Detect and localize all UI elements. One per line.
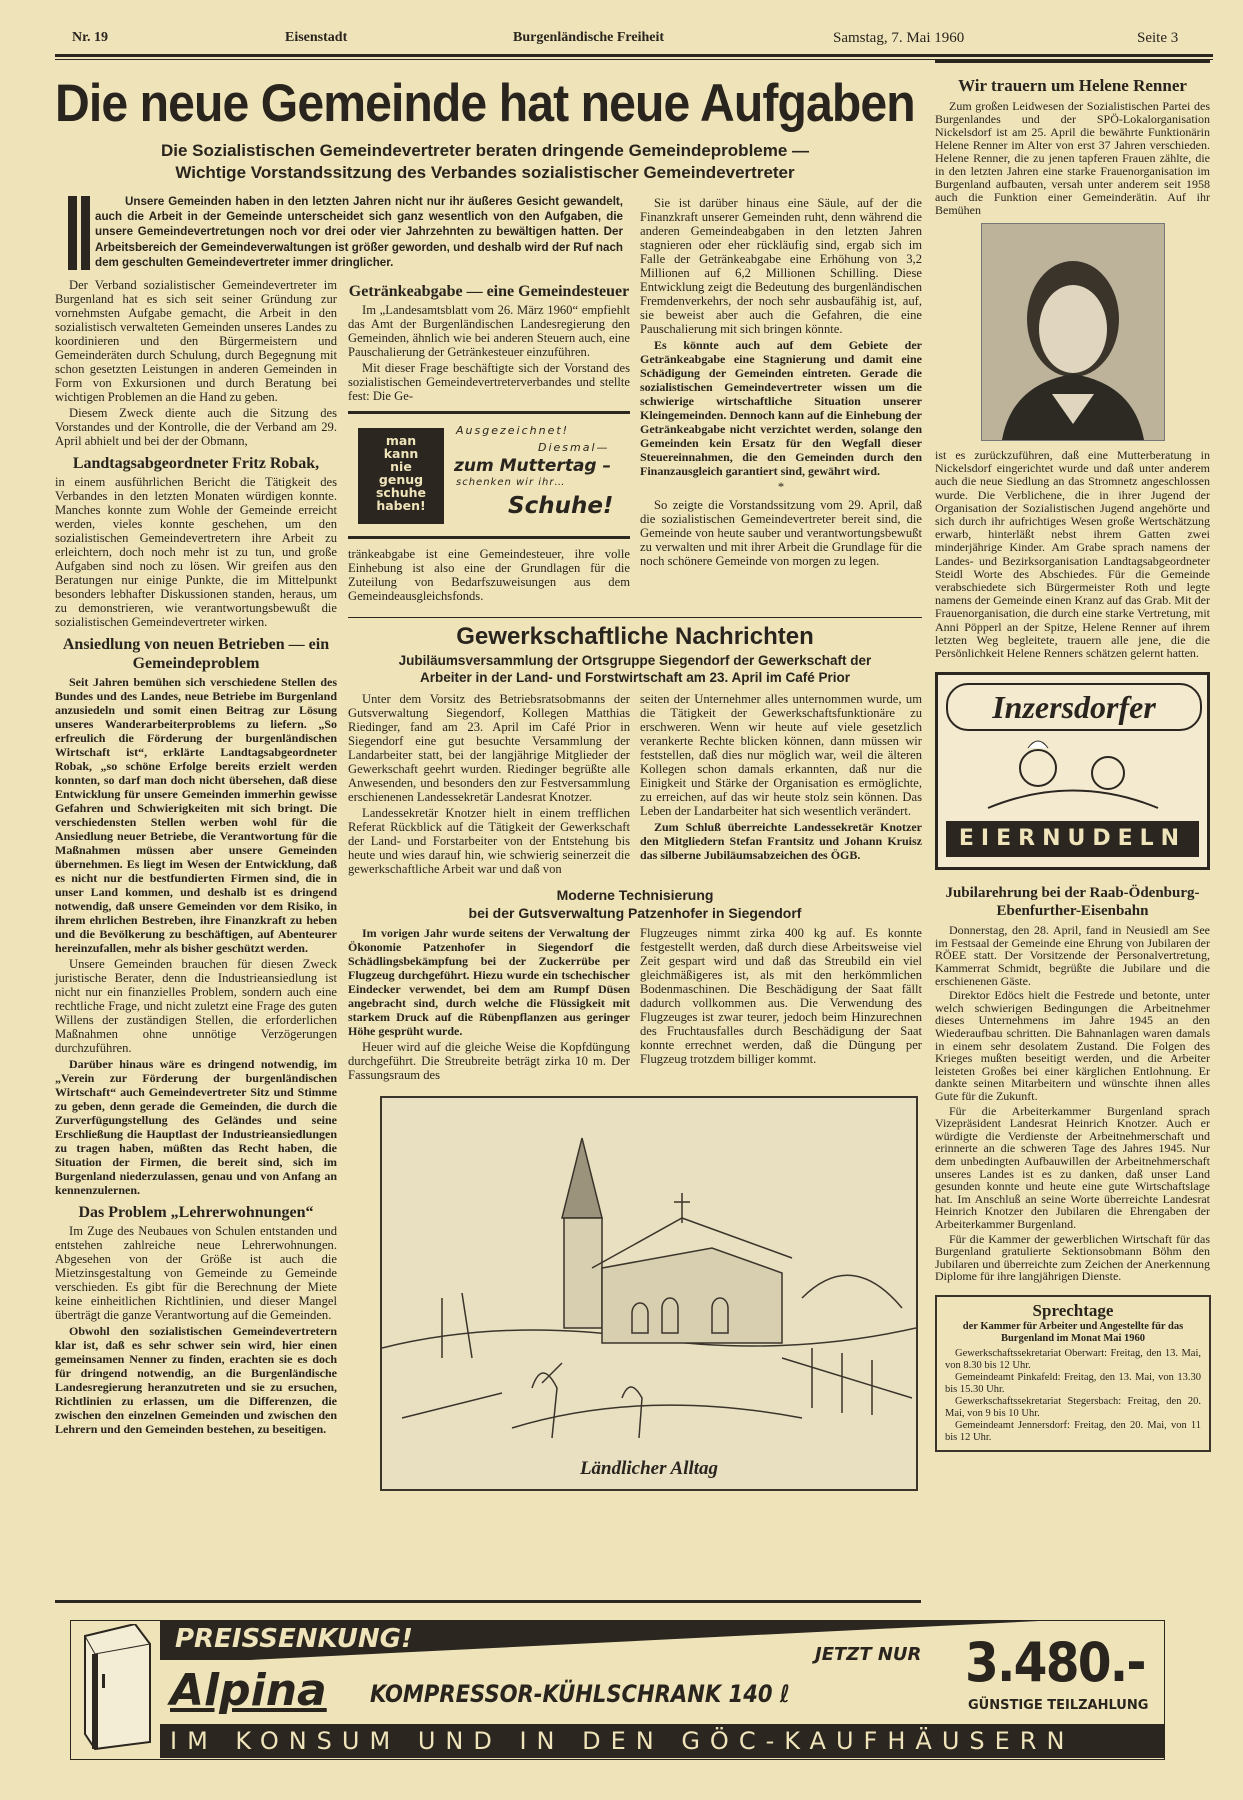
shoe-ad-line: kann — [383, 446, 419, 461]
tech-column-a — [348, 926, 630, 1084]
lead-column-2 — [348, 282, 630, 403]
sprechtage-box — [935, 1295, 1211, 1452]
tech-title-1: Moderne Technisierung — [556, 887, 714, 903]
headline: Die neue Gemeinde hat neue Aufgaben — [55, 74, 915, 133]
paragraph: seiten der Unternehmer alles unternommen wurde, um die Tätigkeit der Gewerkschaftsfunktionäre zu erschweren. Wenn wir heute auf viele gesetzlich verankerte Rechte blicken können, dann müssen wir feststellen, daß dies nur möglich war, weil die älteren Kollegen schon damals erkannten, daß nur die Einigkeit und Stärke der Organisation es ermöglichte, zu erreichen, auf das wir heute stolz sein können. Das Leben der Landarbeiter hat sich wesentlich verändert. — [640, 692, 922, 818]
tech-column-b — [640, 926, 922, 1068]
shoe-ad-text-1: Ausgezeichnet! — [456, 424, 570, 437]
church-drawing — [382, 1098, 916, 1489]
union-news-subtitle-1: Jubiläumsversammlung der Ortsgruppe Siegendorf der Gewerkschaft der — [398, 653, 872, 668]
lead-columns-2-3 — [348, 196, 922, 605]
paragraph: Seit Jahren bemühen sich verschiedene Stellen des Bundes und des Landes, neue Betriebe im Burgenland anzusiedeln und somit einen Beitrag zur Lösung unseres Wanderarbeiterproblems zu liefern. „So erfreulich die Förderung der burgenländischen Wirtschaft ist“, erklärte Landtagsabgeordneter Robak, „so schöne Erfolge bereits erzielt werden konnten, so darf man doch nicht übersehen, daß diese Entwicklung für unsere Gemeinden immerhin gewisse Gefahren und Schwierigkeiten mit sich bringt. Die verschiedensten Stellen werben wohl für die Ansiedlung neuer Betriebe, die Verantwortung für die Maßnahmen müssen aber unsere Gemeinden übernehmen. Es liegt im Wesen der Entwicklung, daß es nicht nur die bestfundierten Firmen sind, die in unser Land kommen, und deshalb ist es dringend notwendig, daß unsere Gemeinden vor dem Risiko, in ihrem ehrlichen Bestreben, ihre Finanzkraft zu heben und die Bevölkerung zu beschäftigen, auf Abenteurer hereinzufallen, mehr als bisher geschützt werden. — [55, 675, 337, 955]
right-column — [935, 60, 1210, 1452]
obituary-title: Wir trauern um Helene Renner — [958, 76, 1187, 95]
paragraph: Sie ist darüber hinaus eine Säule, auf der die Finanzkraft unserer Gemeinden ruht, denn während die anderen Gemeindeabgaben in den letzten Jahren stagnieren oder eher rückläufig sind, ergab sich im Falle der Getränkeabgabe eine Erhöhung von 3,2 Millionen auf 6,2 Millionen Schilling. Diese Entwicklung zeigt die Bedeutung des burgenländischen Fremdenverkehrs, der noch sehr ausbaufähig ist, auf, sie beweist aber auch die Gefahren, die eine Pauschalierung mit sich bringen könnte. — [640, 196, 922, 336]
railway-article — [935, 924, 1210, 1285]
paragraph: Für die Kammer der gewerblichen Wirtschaft für das Burgenland gratulierte Sektionsobmann Böhm den Jubilaren und überreichte zum Zeichen der Anerkennung Diplome für ihre langjährigen Dienste. — [935, 1231, 1210, 1284]
union-news-title: Gewerkschaftliche Nachrichten — [456, 623, 814, 650]
issue-number: Nr. 19 — [72, 30, 109, 45]
paragraph: Mit dieser Frage beschäftigte sich der Vorstand des sozialistischen Gemeindevertreterverbandes und stellte fest: Die Ge- — [348, 361, 630, 403]
inzersdorfer-product: EIERNUDELN — [946, 821, 1199, 857]
paragraph: Darüber hinaus wäre es dringend notwendig, im „Verein zur Förderung der burgenländischen Wirtschaft“ auch Gemeindevertreter Sitz und Stimme zu geben, denn gerade die Gemeinden, die durch die Zurverfügungstellung des Geländes und seine Erschließung die Hauptlast der Industrieansiedlungen zu tragen haben, müßten das Recht haben, die Situation der Firmen, die bereit sind, sich im Burgenland niederzulassen, genau und von Anfang an kennenzulernen. — [55, 1057, 337, 1197]
fridge-icon — [80, 1624, 155, 1754]
shoe-ad-text-4: schenken wir ihr… — [456, 477, 566, 488]
paragraph: Für die Arbeiterkammer Burgenland sprach Vizepräsident Landesrat Heinrich Knotzer. Auch er würdigte die Verdienste der Arbeitnehmerschaft und erinnerte an die schweren Tage des Jahres 1945. Nur dem unbedingten Aufbauwillen der Arbeitnehmerschaft unseres Landes ist es zu danken, daß unser Land gesunden konnte und heute eine gute Wirtschaftslage hat. Im Anschluß an seine Worte überreichte Landesrat Heinrich Knotzer den Jubilaren die Ehrengaben der Arbeiterkammer Burgenland. — [935, 1103, 1210, 1231]
union-columns — [348, 692, 922, 878]
middle-columns — [348, 196, 922, 1491]
tech-title-2: bei der Gutsverwaltung Patzenhofer in Siegendorf — [468, 905, 802, 921]
paragraph: ist es zurückzuführen, daß eine Mutterberatung in Nickelsdorf eingerichtet wurde und daß unter anderem auch die neue Siedlung an das Stromnetz angeschlossen wurde. Die Verblichene, die in ihrer Jugend der Organisation der Sozialistischen Jugend angehörte und sich durch ihr aufrichtiges Wesen große Wertschätzung erwarb, hinterläßt nebst ihrem Gatten zwei minderjährige Kinder. Am Grabe sprach namens der Landes- und Bezirksorganisation Landtagsabgeordneter Steidl Worte des Abschiedes. Für die Gemeinde verabschiedete sich Bürgermeister Roth und legte namens der Gemeinde einen Kranz auf das Grab. Mit der Frauenorganisation, die durch eine starke Vertretung, mit Anni Pöpperl an der Spitze, Helene Renner auf ihrem letzten Weg begleitete, trauern alle jene, die die Persönlichkeit Helene Renners schätzen gelernt hatten. — [935, 448, 1210, 661]
inzersdorfer-advertisement[interactable] — [935, 672, 1210, 870]
paragraph: Heuer wird auf die gleiche Weise die Kopfdüngung durchgeführt. Die Streubreite beträgt zirka 10 m. Der Fassungsraum des — [348, 1040, 630, 1082]
tech-columns — [348, 926, 922, 1084]
lead-intro: Unsere Gemeinden haben in den letzten Jahren nicht nur ihr äußeres Gesicht gewandelt, auch die Arbeit in der Gemeinde unterscheidet sich ganz wesentlich von den Aufgaben, die unsere Gemeindevertretungen noch vor drei oder vier Jahrzehnten zu bewältigen hatten. Der Arbeitsbereich der Gemeindeverwaltungen ist größer geworden, und deshalb wird der Ruf nach dem geschulten Gemeindevertreter immer dringlicher. — [95, 195, 623, 269]
masthead-rule — [55, 54, 1213, 57]
paragraph: tränkeabgabe ist eine Gemeindesteuer, ihre volle Einhebung ist also eine der Grundlagen für die Zuteilung von Bedarfszuweisungen aus dem Gemeindeausgleichsfonds. — [348, 547, 630, 603]
sprechtage-entry: Gewerkschaftssekretariat Stegersbach: Freitag, den 20. Mai, von 9 bis 10 Uhr. — [945, 1395, 1201, 1419]
shoe-ad-line: genug — [378, 472, 424, 487]
shoe-ad-box — [358, 428, 444, 524]
chef-illustration — [968, 733, 1178, 813]
paragraph: Zum Schluß überreichte Landessekretär Knotzer den Mitgliedern Stefan Frantsitz und Johann Kruisz das silberne Jubiläumsabzeichen des ÖGB. — [640, 820, 922, 862]
paragraph: Diesem Zweck diente auch die Sitzung des Vorstandes und der Kontrolle, die der Verband am 29. April abhielt und bei der der Obmann, — [55, 406, 337, 448]
section-rule — [348, 617, 922, 618]
ad-now: JETZT NUR — [815, 1644, 922, 1665]
sprechtage-title: Sprechtage — [1032, 1300, 1114, 1320]
subheading: Ansiedlung von neuen Betrieben — ein Gemeindeproblem — [62, 636, 330, 672]
ad-brand: Alpina — [170, 1665, 327, 1716]
sprechtage-subtitle: der Kammer für Arbeiter und Angestellte für das Burgenland im Monat Mai 1960 — [962, 1320, 1184, 1344]
paragraph: Landessekretär Knotzer hielt in einem trefflichen Referat Rückblick auf die Tätigkeit der Gewerkschaft der Land- und Forstarbeiter von der Entstehung bis heute und wies darauf hin, wie schwierig seinerzeit die gewerkschaftliche Arbeit war und daß von — [348, 806, 630, 876]
ad-banner: PREISSENKUNG! — [175, 1624, 413, 1654]
railway-title: Jubilarehrung bei der Raab-Ödenburg-Ebenfurther-Eisenbahn — [945, 885, 1200, 920]
subheadline-1-wrap — [55, 140, 915, 162]
union-news-subtitle-2: Arbeiter in der Land- und Forstwirtschaft am 23. April im Café Prior — [419, 670, 851, 685]
shoe-ad-line: nie — [390, 459, 412, 474]
paragraph: Im Zuge des Neubaues von Schulen entstanden und entstehen zahlreiche neue Lehrerwohnungen. Abgesehen von der Größe ist auch die Mietzinsgestaltung von Gemeinde zu Gemeinde verschieden. Es gibt für die Berechnung der Miete keine einheitlichen Richtlinien, und dieser Mangel überträgt die ganze Verantwortung auf die Gemeinden. — [55, 1224, 337, 1322]
paragraph: Donnerstag, den 28. April, fand in Neusiedl am See im Festsaal der Gemeinde eine Ehrung von Jubilaren der RÖEE statt. Der Vorsitzende der Personalvertretung, Kammerrat Schmidt, begrüßte die Jubilare und die erschienenen Gäste. — [935, 923, 1210, 988]
page-number: Seite 3 — [1137, 30, 1179, 46]
separator: * — [777, 480, 785, 494]
subheading: Getränkeabgabe — eine Gemeindesteuer — [348, 283, 630, 300]
paragraph: Zum großen Leidwesen der Sozialistischen Partei des Burgenlandes und der SPÖ-Lokalorganisation Nickelsdorf ist am 25. April die bewährte Funktionärin Helene Renner im Alter von erst 37 Jahren verschieden. Helene Renner, die zu jenen tapferen Frauen zählte, die in den letzten Jahren eine starke Frauenorganisation im Burgenland aufbauten, versah unter anderem seit 1958 auch die Funktion einer Gemeinderätin. Auf ihr Bemühen — [935, 99, 1210, 217]
subheadline-2-wrap — [55, 162, 915, 184]
paragraph: Im „Landesamtsblatt vom 26. März 1960“ empfiehlt das Amt der Burgenländischen Landesregierung den Gemeinden, ähnlich wie bei anderen Steuern auch, eine Pauschalierung der Getränkesteuer einzuführen. — [348, 303, 630, 359]
lead-column-2-stack — [348, 196, 630, 605]
bottom-rule — [55, 1600, 921, 1603]
union-column-a — [348, 692, 630, 878]
shoe-ad-line: schuhe — [375, 485, 427, 500]
lead-column-1 — [55, 278, 337, 1438]
sprechtage-entry: Gemeindeamt Pinkafeld: Freitag, den 13. Mai, von 13.30 bis 15.30 Uhr. — [945, 1371, 1201, 1395]
place: Eisenstadt — [285, 30, 348, 45]
paragraph: Es könnte auch auf dem Gebiete der Getränkeabgabe eine Stagnierung und damit eine Schädigung der Gemeinden eintreten. Gerade die sozialistischen Gemeindevertreter wissen um die schwierige wirtschaftliche Situation unserer Kleingemeinden. Dennoch kann auf die Einhebung der Getränkeabgabe nicht verzichtet werden, solange den Gemeinden kein Ersatz für den Wegfall dieser Steuereinnahmen, die den Gemeinden durch den Finanzausgleich garantiert sind, gewährt wird. — [640, 338, 922, 478]
lead-column-2-continued — [348, 547, 630, 603]
portrait-photo — [981, 223, 1165, 441]
paragraph: Obwohl den sozialistischen Gemeindevertretern klar ist, daß es sehr schwer sein wird, hier einen gemeinsamen Nenner zu finden, erachten sie es doch für dringend notwendig, an die Burgenländische Landesregierung heranzutreten und sie zu ersuchen, Richtlinien zu erlassen, um die Differenzen, die zwischen den einzelnen Gemeinden und zwischen den Lehrern und den Gemeinden bestehen, zu beseitigen. — [55, 1324, 337, 1436]
shoe-ad-text-2: Diesmal— — [538, 441, 610, 454]
alpina-fridge-advertisement[interactable] — [70, 1620, 1175, 1765]
ad-terms: GÜNSTIGE TEILZAHLUNG — [968, 1698, 1149, 1713]
ad-price: 3.480.- — [965, 1631, 1145, 1694]
shoe-ad-text-5: Schuhe! — [508, 493, 614, 519]
obituary-text-1 — [935, 100, 1210, 219]
paragraph: Unter dem Vorsitz des Betriebsratsobmanns der Gutsverwaltung Siegendorf, Kollegen Matthias Riedinger, fand am 23. April im Café Prior in Siegendorf eine gut besuchte Versammlung der Landarbeiter statt, bei der langjährige Mitglieder der Gewerkschaft geehrt wurden. Riedinger begrüßte alle Anwesenden, und besonders den zur Festversammlung erschienenen Landessekretär Landesrat Knotzer. — [348, 692, 630, 804]
shoe-ad-line: haben! — [376, 498, 426, 513]
inzersdorfer-brand: Inzersdorfer — [946, 683, 1202, 731]
paragraph: Direktor Edöcs hielt die Festrede und betonte, unter welch schwierigen Bedingungen die Arbeitnehmer dieses Unternehmens im Jahre 1945 an den Wiederaufbau schritten. Die Bahnanlagen waren damals in einem sehr desolatem Zustand. Die Folgen des Krieges mußten beseitigt werden, und die Arbeiter leisteten Großes bei einer kärglichen Entlohnung. Er dankte seinen Mitarbeitern und wünschte ihnen alles Gute für die Zukunft. — [935, 988, 1210, 1103]
shoe-advertisement[interactable] — [348, 411, 630, 539]
lead-column-3 — [640, 196, 922, 570]
obituary-text-2 — [935, 449, 1210, 662]
church-illustration — [380, 1096, 918, 1491]
obituary-rule — [935, 60, 1210, 63]
ad-product: KOMPRESSOR-KÜHLSCHRANK 140 ℓ — [370, 1680, 790, 1708]
subheadline-1: Die Sozialistischen Gemeindevertreter beraten dringende Gemeindeprobleme — — [160, 141, 810, 160]
portrait-silhouette — [982, 224, 1164, 440]
subheading: Landtagsabgeordneter Fritz Robak, — [72, 455, 320, 472]
union-column-b — [640, 692, 922, 864]
subheadline-2: Wichtige Vorstandssitzung des Verbandes sozialistischer Gemeindevertreter — [175, 163, 795, 182]
subheading: Das Problem „Lehrerwohnungen“ — [78, 1204, 314, 1221]
paragraph: Der Verband sozialistischer Gemeindevertreter im Burgenland hat es sich seit seiner Gründung zur vornehmsten Aufgabe gemacht, die Arbeit in den sozialistisch verwalteten Gemeinden unseres Landes zu koordinieren und den Bürgermeistern und Gemeinderäten durch Schulung, durch Begegnung mit schon gesetzten Leistungen in anderen Gemeinden in Form von Exkursionen und durch Beratung bei wichtigen Problemen an die Hand zu geben. — [55, 278, 337, 404]
sprechtage-entry: Gewerkschaftssekretariat Oberwart: Freitag, den 13. Mai, von 8.30 bis 12 Uhr. — [945, 1347, 1201, 1371]
intro-bar — [81, 196, 90, 270]
sprechtage-entry: Gemeindeamt Jennersdorf: Freitag, den 20. Mai, von 11 bis 12 Uhr. — [945, 1419, 1201, 1443]
intro-spacer — [348, 196, 630, 278]
intro-bar — [68, 196, 77, 270]
paragraph: Flugzeuges nimmt zirka 400 kg auf. Es konnte festgestellt werden, daß durch diese Arbeitsweise viel Zeit gespart wird und daß das Streubild ein viel gleichmäßigeres ist, als mit den herkömmlichen Bodenmaschinen. Die Beschädigung der Saat fällt dadurch vollkommen aus. Die Verwendung des Flugzeuges ist zwar teurer, jedoch beim Hinzurechnen des Fruchtausfalles durch Beschädigung der Saat konnte errechnet werden, daß die Düngung per Flugzeug trotzdem billiger kommt. — [640, 926, 922, 1066]
ad-where: IM KONSUM UND IN DEN GÖC-KAUFHÄUSERN — [160, 1724, 1165, 1758]
paragraph: in einem ausführlichen Bericht die Tätigkeit des Verbandes in den letzten Monaten würdigen konnte. Manches konnte zum Wohle der Gemeinde erreicht werden, vieles konnte geschehen, um den sozialistischen Gemeindevertretern ihre Arbeit zu erleichtern, doch noch mehr ist zu tun, und große Aufgaben sind noch zu lösen. Wir greifen aus den Beratungen nur einige Punkte, die im Mittelpunkt besonders lebhafter Diskussionen standen, heraus, um zu demonstrieren, wie verantwortungsbewußt die sozialistischen Gemeindevertreter wirken. — [55, 475, 337, 629]
paragraph: So zeigte die Vorstandssitzung vom 29. April, daß die sozialistischen Gemeindevertreter bereit sind, die Gemeinde von heute sauber und verantwortungsbewußt zu verwalten und mit ihrer Arbeit die Grundlage für die noch schönere Gemeinde von morgen zu legen. — [640, 498, 922, 568]
paragraph: Im vorigen Jahr wurde seitens der Verwaltung der Ökonomie Patzenhofer in Siegendorf die Schädlingsbekämpfung bei der Zuckerrübe per Flugzeug durchgeführt. Hiezu wurde ein tschechischer Eindecker verwendet, bei dem am Rumpf Düsen angebracht sind, durch welche die Flüssigkeit mit starkem Druck auf die Rübenpflanzen aus geringer Höhe gesprüht wurde. — [348, 926, 630, 1038]
shoe-ad-line: man — [385, 433, 417, 448]
paragraph: Unsere Gemeinden brauchen für diesen Zweck juristische Berater, denn die Industrieansiedlung ist nicht nur ein finanzielles Problem, sondern auch eine rechtliche Frage, und nicht zuletzt eine Frage des guten Willens der zuständigen Stellen, die erforderlichen Maßnahmen ohne unnötige Verzögerungen durchzuführen. — [55, 957, 337, 1055]
illustration-caption: Ländlicher Alltag — [579, 1458, 719, 1479]
shoe-ad-text-3: zum Muttertag – — [454, 456, 612, 476]
bottom-section — [0, 1600, 1243, 1755]
newspaper-name: Burgenländische Freiheit — [513, 30, 665, 45]
date: Samstag, 7. Mai 1960 — [833, 30, 965, 46]
